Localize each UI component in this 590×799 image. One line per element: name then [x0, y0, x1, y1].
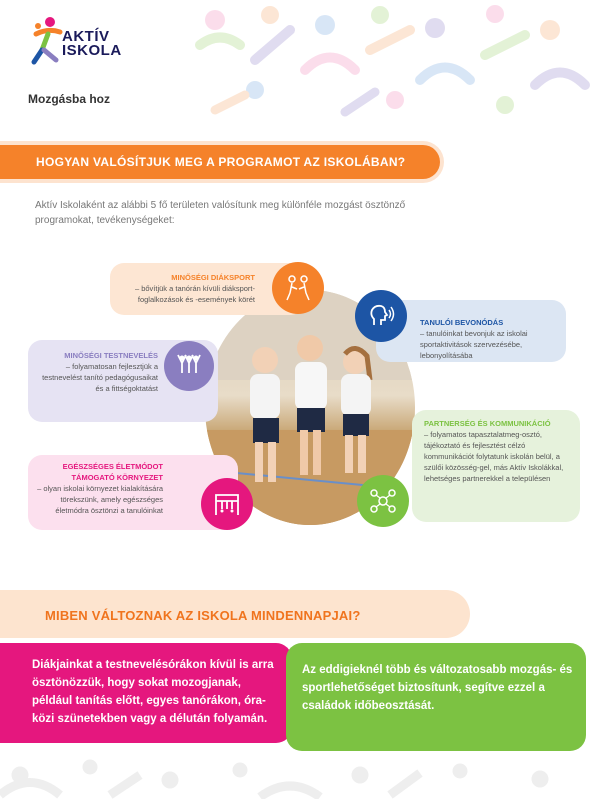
team-sport-icon	[272, 262, 324, 314]
figures-pattern-bottom-icon	[0, 745, 590, 799]
card-partnerseg-text: – folyamatos tapasztalatmeg-osztó, tájékoztató és fejlesztést célzó kommunikációt folytatunk iskolán belül, a szülői közösség-gel, más Aktív Iskolákkal, lehetséges partnerekkel a településen	[424, 430, 564, 483]
logo-text	[62, 30, 122, 58]
decorative-pattern	[195, 0, 590, 120]
statement-box-right	[286, 643, 586, 751]
network-people-icon	[357, 475, 409, 527]
speaking-head-glyph	[366, 301, 396, 331]
section-title-change: MIBEN VÁLTOZNAK AZ ISKOLA MINDENNAPJAI?	[45, 608, 361, 623]
statement-box-left	[0, 643, 292, 743]
group-exercise-icon	[164, 341, 214, 391]
group-exercise-glyph	[174, 351, 204, 381]
statement-right-text: Az eddigieknél több és változatosabb mozgás- és sportlehetőséget biztosítunk, segítve ezzel a családok időbeosztását.	[302, 664, 573, 712]
team-sport-glyph	[283, 273, 313, 303]
logo-line-1: AKTÍV	[62, 28, 110, 45]
card-testneveles-text: – folyamatosan fejlesztjük a testnevelést tanító pedagógusaikat és a fittségoktatást	[42, 362, 158, 393]
card-eletmod-title: EGÉSZSÉGES ÉLETMÓDOT TÁMOGATÓ KÖRNYEZET	[62, 462, 163, 482]
playground-icon	[201, 478, 253, 530]
section-title-how: HOGYAN VALÓSÍTJUK MEG A PROGRAMOT AZ ISKOLÁBAN?	[36, 155, 406, 169]
card-diaksport-title: MINŐSÉGI DIÁKSPORT	[171, 273, 255, 282]
section-banner-how	[0, 145, 440, 179]
network-people-glyph	[367, 485, 399, 517]
decorative-pattern-bottom	[0, 745, 590, 799]
card-testneveles-title: MINŐSÉGI TESTNEVELÉS	[64, 351, 158, 360]
speaking-head-icon	[355, 290, 407, 342]
card-diaksport-text: – bővítjük a tanórán kívüli diáksport-foglalkozások és -események körét	[134, 284, 255, 304]
section-banner-change	[0, 590, 470, 638]
card-bevonodas-text: – tanulóinkat bevonjuk az iskolai sportaktivitások szervezésébe, lebonyolításába	[420, 329, 528, 360]
logo-line-2: ISKOLA	[62, 42, 122, 59]
card-partnerseg	[412, 410, 580, 522]
card-bevonodas-title: TANULÓI BEVONÓDÁS	[420, 318, 504, 327]
statement-left-text: Diákjainkat a testnevelésórákon kívül is arra ösztönözzük, hogy sokat mozogjanak, például tanítás előtt, egyes tanórákon, óra-közi szünetekben vagy a délután folyamán.	[32, 659, 274, 725]
playground-glyph	[212, 489, 242, 519]
card-eletmod-text: – olyan iskolai környezet kialakítására törekszünk, amely egészséges életmódra ösztönzi a tanulóinkat	[37, 484, 163, 515]
intro-text: Aktív Iskolaként az alábbi 5 fő területen valósítunk meg különféle mozgást ösztönző programokat, tevékenységeket:	[35, 200, 406, 226]
tagline: Mozgásba hoz	[28, 92, 111, 106]
figures-pattern-icon	[195, 0, 590, 120]
card-partnerseg-title: PARTNERSÉG ÉS KOMMUNIKÁCIÓ	[424, 419, 551, 428]
